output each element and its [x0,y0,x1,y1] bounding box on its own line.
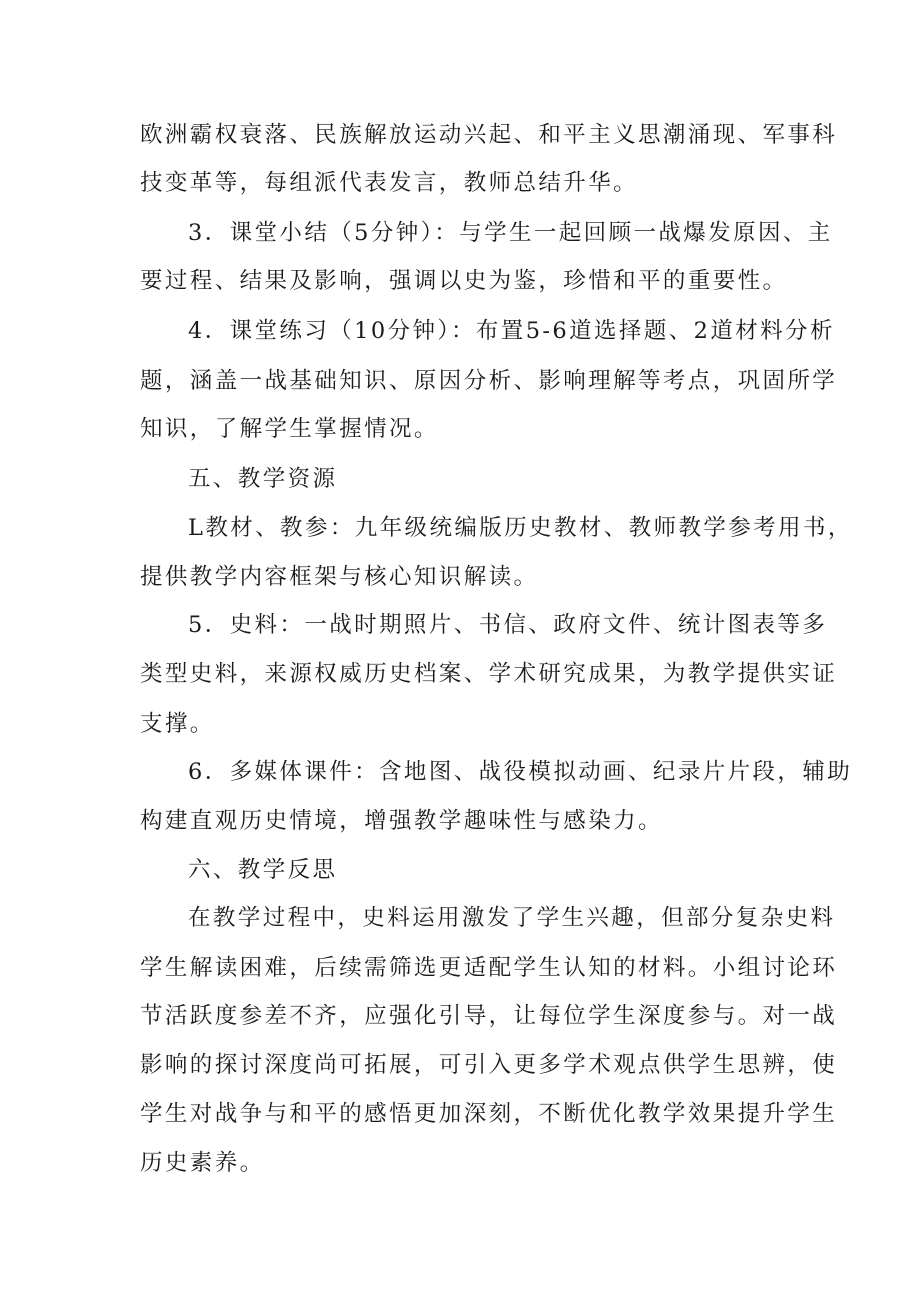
section-heading-resources: 五、教学资源 [188,466,338,492]
text-line: 学生对战争与和平的感悟更加深刻，不断优化教学效果提升学生 [140,1101,838,1127]
text-line: 历史素养。 [140,1150,265,1176]
list-item-6-title: 6．多媒体课件：含地图、战役模拟动画、纪录片片段，辅助 [188,759,853,785]
list-item-3-title: 3．课堂小结（5分钟）：与学生一起回顾一战爆发原因、主 [188,220,833,246]
text-line: 学生解读困难，后续需筛选更适配学生认知的材料。小组讨论环 [140,955,838,981]
list-item-5-title: 5．史料：一战时期照片、书信、政府文件、统计图表等多 [188,612,828,638]
section-heading-reflection: 六、教学反思 [188,857,338,883]
text-line: 提供教学内容框架与核心知识解读。 [140,564,539,590]
text-line: 题，涵盖一战基础知识、原因分析、影响理解等考点，巩固所学 [140,368,838,394]
text-line: 类型史料，来源权威历史档案、学术研究成果，为教学提供实证 [140,661,838,687]
text-line: 要过程、结果及影响，强调以史为鉴，珍惜和平的重要性。 [140,268,788,294]
text-line: 欧洲霸权衰落、民族解放运动兴起、和平主义思潮涌现、军事科 [140,122,838,148]
text-line: 技变革等，每组派代表发言，教师总结升华。 [140,170,639,196]
list-item-1-title: L教材、教参：九年级统编版历史教材、教师教学参考用书， [188,515,853,541]
text-line: 构建直观历史情境，增强教学趣味性与感染力。 [140,808,663,834]
text-line: 知识，了解学生掌握情况。 [140,416,439,442]
text-line: 影响的探讨深度尚可拓展，可引入更多学术观点供学生思辨，使 [140,1052,838,1078]
text-line: 支撑。 [140,711,215,737]
text-line: 节活跃度参差不齐，应强化引导，让每位学生深度参与。对一战 [140,1003,838,1029]
paragraph-line: 在教学过程中，史料运用激发了学生兴趣，但部分复杂史料 [188,905,836,931]
list-item-4-title: 4．课堂练习（10分钟）：布置5-6道选择题、2道材料分析 [188,318,835,344]
